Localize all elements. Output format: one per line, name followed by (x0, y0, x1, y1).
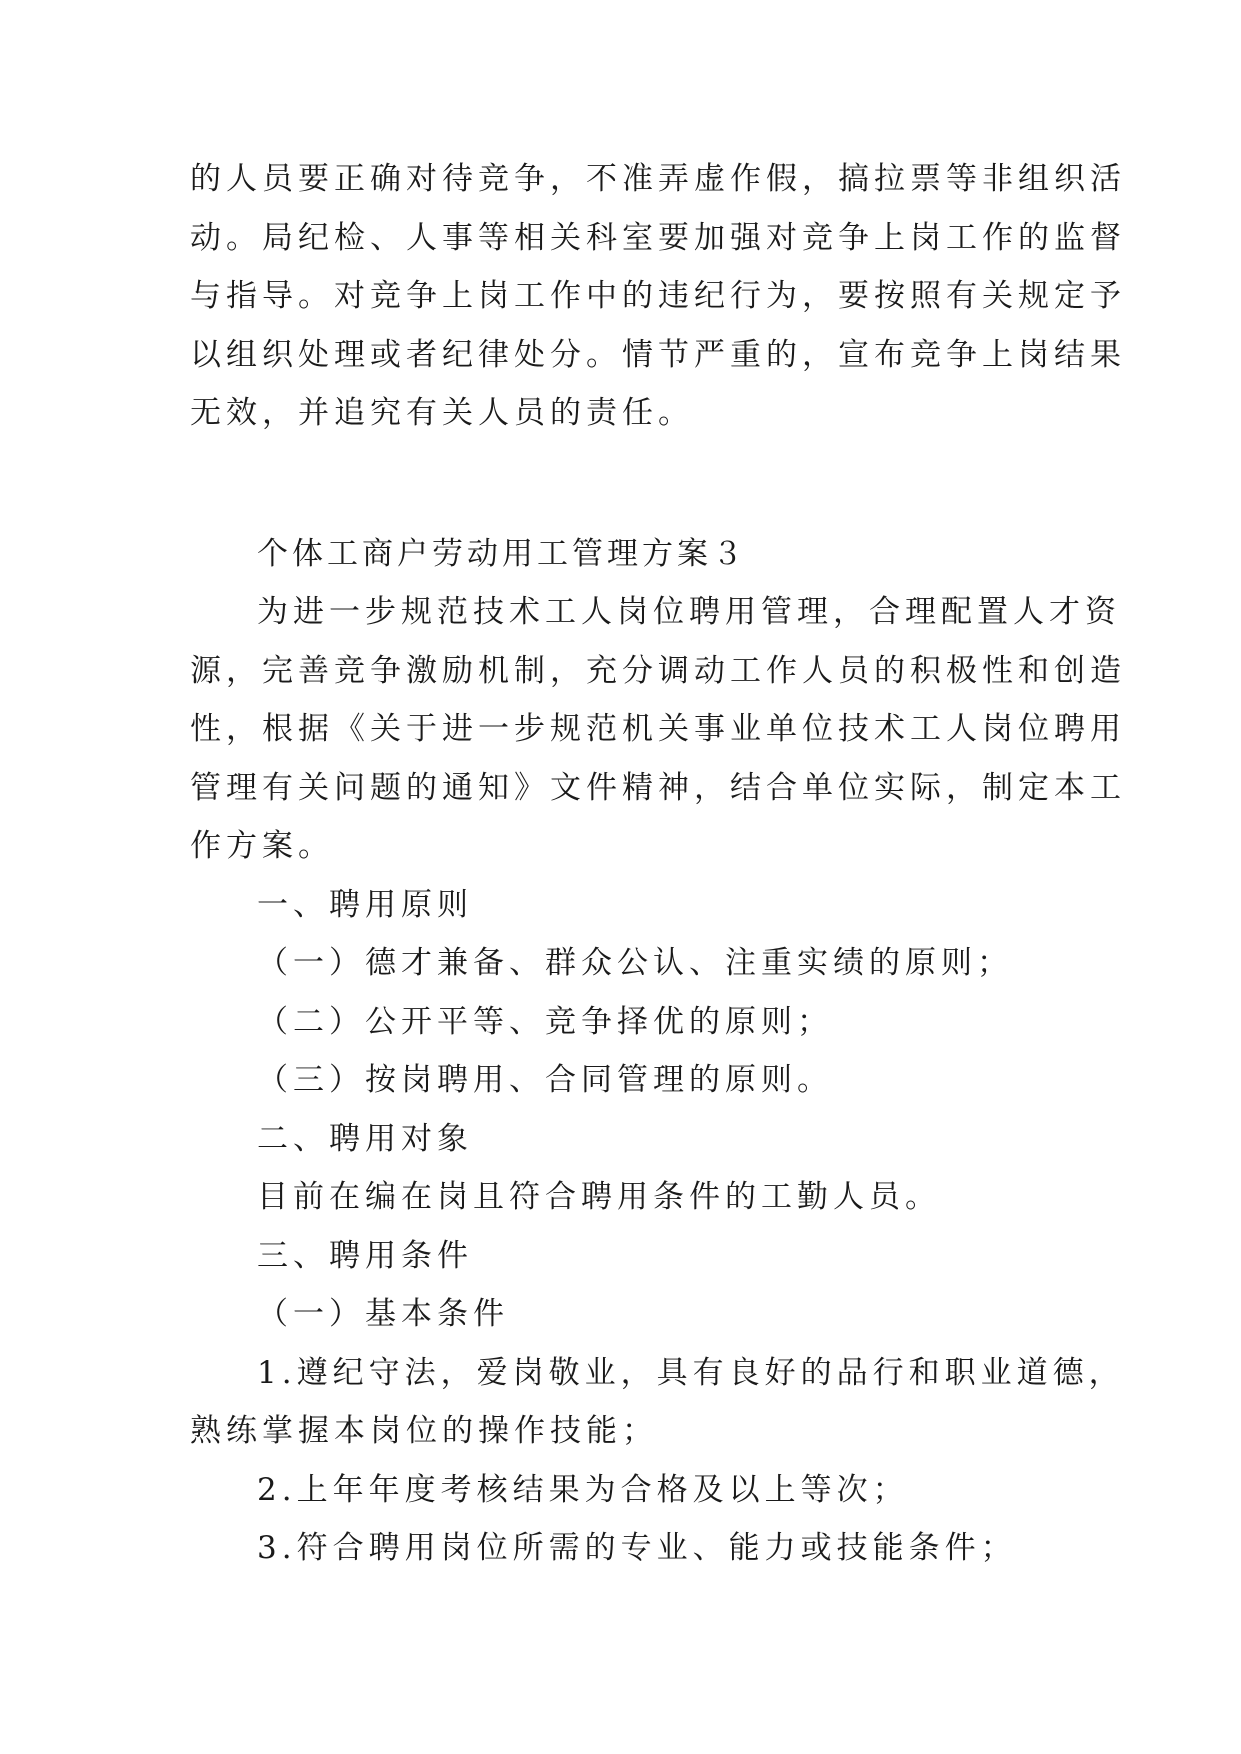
text-line: 作方案。 (190, 828, 334, 864)
paragraph-gap (190, 443, 1060, 525)
list-item: （三）按岗聘用、合同管理的原则。 (257, 1062, 833, 1098)
text-line: 以组织处理或者纪律处分。情节严重的，宣布竞争上岗结果 (190, 336, 1126, 373)
text-line: 源，完善竞争激励机制，充分调动工作人员的积极性和创造 (190, 652, 1126, 689)
text-line: 管理有关问题的通知》文件精神，结合单位实际，制定本工 (190, 769, 1126, 806)
section-heading: 二、聘用对象 (257, 1120, 473, 1157)
text-line: 为进一步规范技术工人岗位聘用管理，合理配置人才资 (257, 594, 1121, 630)
text-line: 动。局纪检、人事等相关科室要加强对竞争上岗工作的监督 (190, 219, 1126, 256)
intro-paragraph (190, 583, 1126, 876)
text-line: 与指导。对竞争上岗工作中的违纪行为，要按照有关规定予 (190, 278, 1126, 314)
list-item: （二）公开平等、竞争择优的原则； (257, 1003, 833, 1040)
text-line: 无效，并追究有关人员的责任。 (190, 395, 694, 431)
list-item-continuation: 熟练掌握本岗位的操作技能； (190, 1413, 658, 1449)
section-body: 目前在编在岗且符合聘用条件的工勤人员。 (257, 1179, 941, 1215)
list-item: 2.上年年度考核结果为合格及以上等次； (257, 1471, 909, 1508)
document-page (190, 150, 1126, 1578)
list-item: 1.遵纪守法，爱岗敬业，具有良好的品行和职业道德， (257, 1354, 1125, 1391)
section-heading: 一、聘用原则 (257, 886, 473, 923)
text-line: 性，根据《关于进一步规范机关事业单位技术工人岗位聘用 (190, 711, 1126, 747)
document-title: 个体工商户劳动用工管理方案３ (257, 535, 747, 572)
previous-paragraph (190, 150, 1126, 443)
list-item: （一）德才兼备、群众公认、注重实绩的原则； (257, 945, 1013, 981)
list-item: 3.符合聘用岗位所需的专业、能力或技能条件； (257, 1530, 1017, 1566)
section-heading: 三、聘用条件 (257, 1237, 473, 1274)
text-line: 的人员要正确对待竞争，不准弄虚作假，搞拉票等非组织活 (190, 161, 1126, 197)
sub-heading: （一）基本条件 (257, 1296, 509, 1332)
